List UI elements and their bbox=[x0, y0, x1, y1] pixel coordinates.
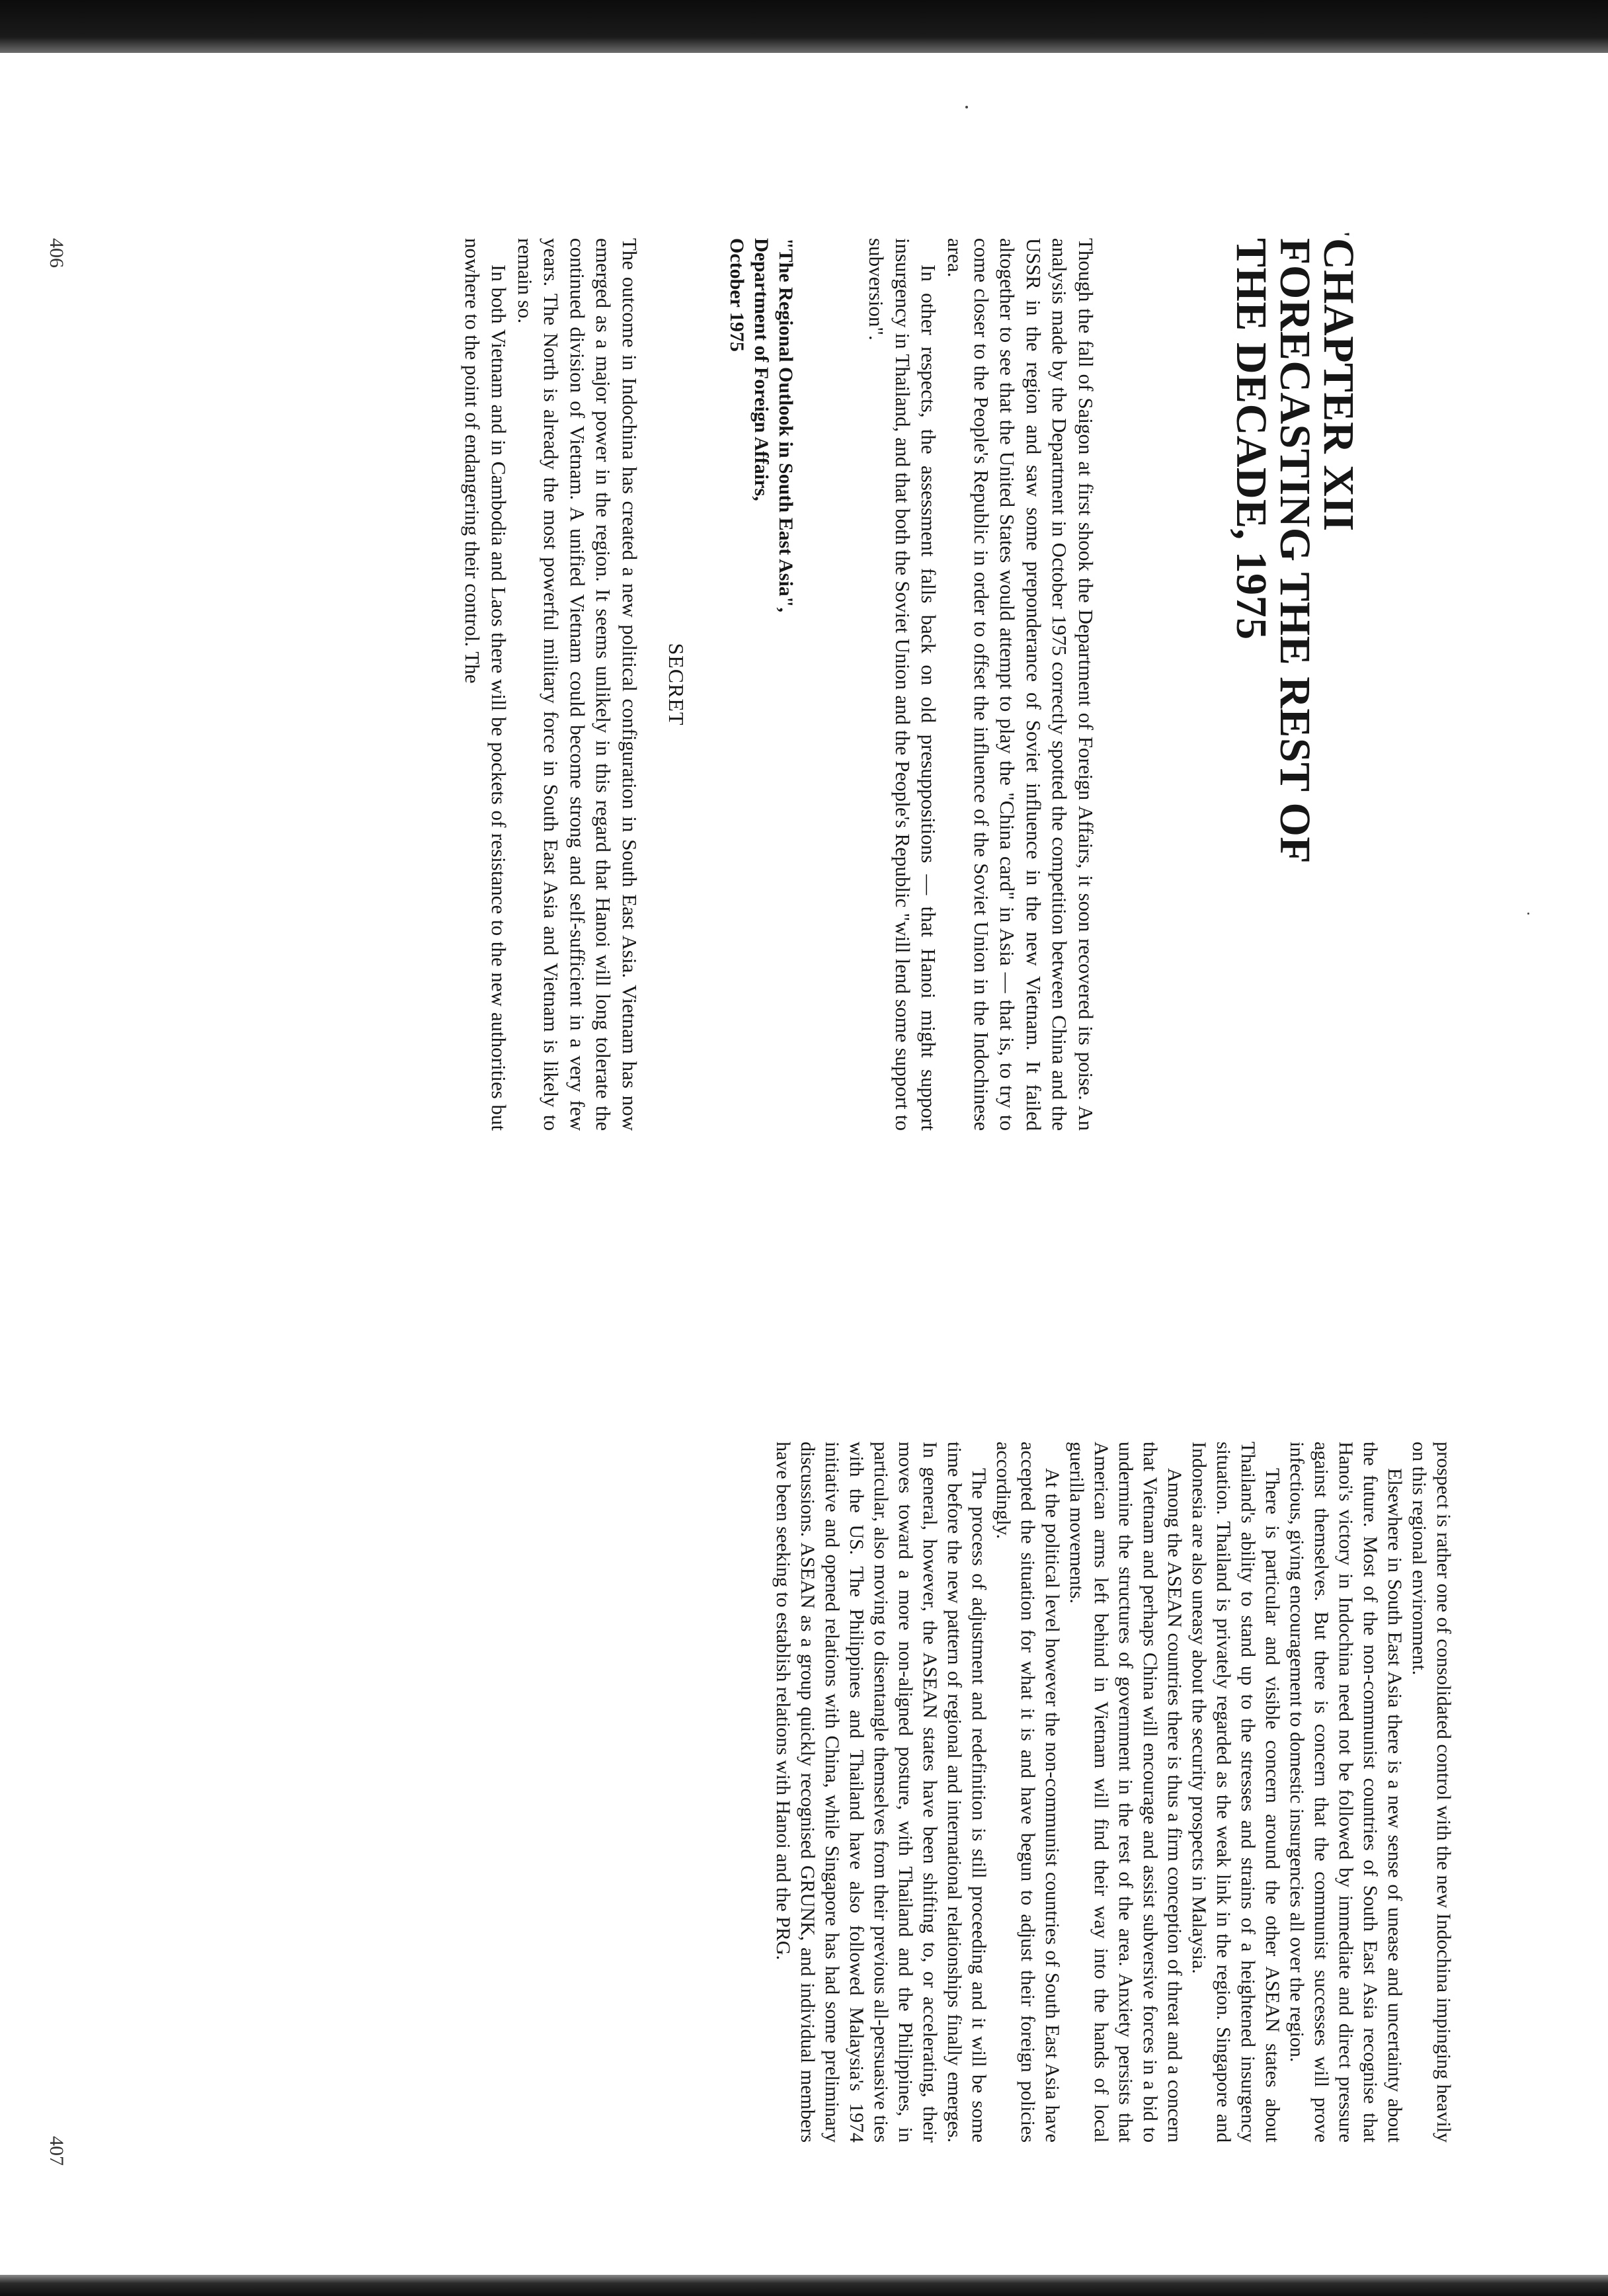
document-heading bbox=[725, 238, 798, 833]
page-number: 406 bbox=[46, 238, 67, 268]
document-source: Department of Foreign Affairs, bbox=[750, 238, 772, 501]
document-excerpt bbox=[460, 238, 643, 1131]
paragraph: The outcome in Indochina has created a new political configuration in South East Asia. Vietnam has now emerged as a major power in the region. It seems unlikely in this regard that Hanoi will long tolerate the continued division of Vietnam. A unified Vietnam could become strong and self-sufficient in a very few years. The North is already the most powerful military force in South East Asia and Vietnam is likely to remain so. bbox=[513, 238, 641, 1131]
paragraph: The process of adjustment and redefinition is still proceeding and it will be some time before the new pattern of regional and international relationships finally emerges. In general, however, the ASEAN states have been shifting to, or accelerating, their moves toward a more non-aligned posture, with Thailand and the Philippines, in particular, also moving to disentangle themselves from their previous all-persuasive ties with the US. The Philippines and Thailand have also followed Malaysia's 1974 initiative and opened relations with China, while Singapore has had some preliminary discussions. ASEAN as a group quickly recognised GRUNK, and individual members have been seeking to establish relations with Hanoi and the PRG. bbox=[772, 1442, 990, 2143]
paragraph: prospect is rather one of consolidated control with the new Indochina impinging heavily on this regional environment. bbox=[1408, 1442, 1455, 2143]
document-excerpt-continued bbox=[771, 1442, 1456, 2143]
paragraph: At the political level however the non-communist countries of South East Asia have accepted the situation for what it is and have begun to adjust their foreign policies accordingly. bbox=[992, 1442, 1063, 2143]
page-406 bbox=[0, 231, 1608, 1137]
classification-label: SECRET bbox=[664, 643, 688, 726]
chapter-number: CHAPTER XII bbox=[1314, 238, 1363, 532]
chapter-title-line: FORECASTING THE REST OF bbox=[1271, 238, 1319, 864]
paragraph: Elsewhere in South East Asia there is a new sense of unease and uncertainty about the future. Most of the non-communist countries of South East Asia recognise that Hanoi's victory in Indochina need not be followed by immediate and direct pressure against themselves. But there is concern that the communist successes will prove infectious, giving encouragement to domestic insurgencies all over the region. bbox=[1286, 1442, 1406, 2143]
paragraph: There is particular and visible concern around the other ASEAN states about Thailand's ability to stand up to the stresses and strains of a heightened insurgency situation. Thailand is privately regarded as the weak link in the region. Singapore and Indonesia are also uneasy about the security prospects in Malaysia. bbox=[1188, 1442, 1283, 2143]
chapter-introduction bbox=[864, 238, 1099, 1131]
paragraph: Among the ASEAN countries there is thus a firm conception of threat and a concern that Vietnam and perhaps China will encourage and assist subversive forces in a bid to undermine the structures of government in the rest of the area. Anxiety persists that American arms left behind in Vietnam will find their way into the hands of local guerilla movements. bbox=[1066, 1442, 1186, 2143]
paragraph: In other respects, the assessment falls back on old presuppositions — that Hanoi might support insurgency in Thailand, and that both the Soviet Union and the People's Republic "will lend some support to subversion". bbox=[865, 238, 941, 1131]
paragraph: In both Vietnam and in Cambodia and Laos there will be pockets of resistance to the new authorities but nowhere to the point of endangering their control. The bbox=[461, 238, 511, 1131]
stray-mark: ' bbox=[1332, 231, 1353, 237]
page-number: 407 bbox=[46, 2136, 67, 2166]
paragraph: Though the fall of Saigon at first shook the Department of Foreign Affairs, it soon recovered its poise. An analysis made by the Department in October 1975 correctly spotted the competition between China and the USSR in the region and saw some preponderance of Soviet influence in the new Vietnam. It failed altogether to see that the United States would attempt to play the "China card" in Asia — that is, to try to come closer to the People's Republic in order to offset the influence of the Soviet Union in the Indochinese area. bbox=[944, 238, 1098, 1131]
chapter-title bbox=[1227, 238, 1363, 932]
document-date: October 1975 bbox=[726, 238, 748, 352]
chapter-title-line: THE DECADE, 1975 bbox=[1227, 238, 1275, 640]
page-407 bbox=[0, 1442, 1608, 2166]
document-title: "The Regional Outlook in South East Asia", bbox=[775, 238, 797, 612]
